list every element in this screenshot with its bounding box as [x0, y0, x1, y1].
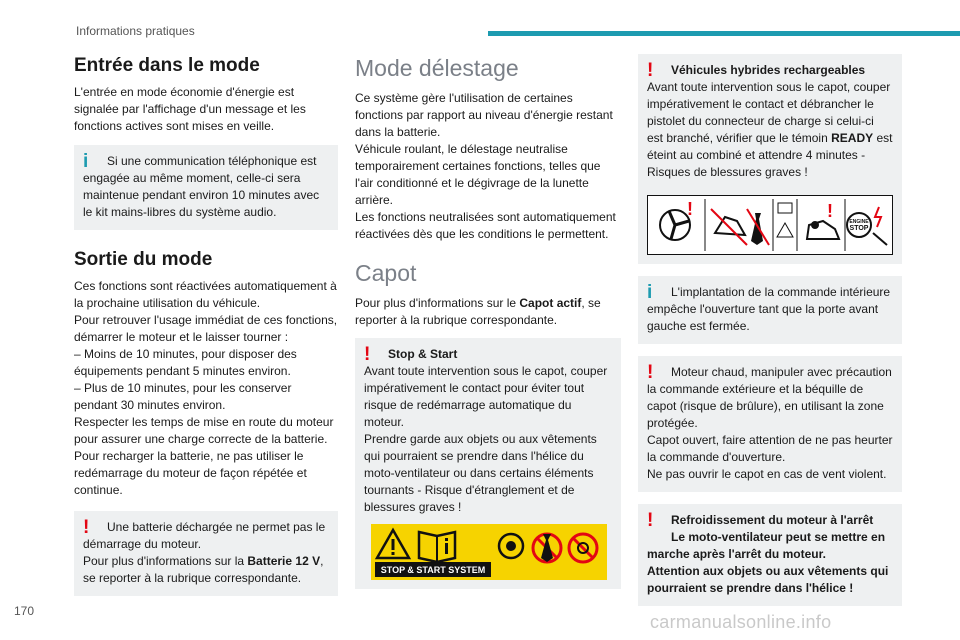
warning-title: Véhicules hybrides rechargeables [671, 63, 866, 77]
warning-icon: ! [647, 60, 654, 81]
info-box-commande [638, 276, 902, 344]
paragraph-sortie: Ces fonctions sont réactivées automatiquement à la prochaine utilisation du véhicule. Pour retrouver l'usage immédiat de ces fonctions, démarrer le moteur et le laisser tourner : – Moins de 10 minutes, pour disposer des équipements pendant 5 minutes environ. – Plus de 10 minutes, pour les conserver pendant 30 minutes environ. Respecter les temps de mise en route du moteur pour assurer une charge correcte de la batterie. Pour recharger la batterie, ne pas utiliser le redémarrage du moteur de façon répétée et continue. [74, 279, 338, 497]
warning-title: Refroidissement du moteur à l'arrêt [671, 513, 874, 527]
info-text: Si une communication téléphonique est engagée au même moment, celle-ci sera maintenue pendant environ 10 minutes avec le kit mains-libres du système audio. [83, 154, 320, 219]
svg-text:STOP: STOP [849, 225, 869, 232]
paragraph-entree: L'entrée en mode économie d'énergie est signalée par l'affichage d'un message et les fonctions actives sont mises en veille. [74, 85, 306, 133]
warning-icon: ! [647, 510, 654, 531]
paragraph-delestage: Ce système gère l'utilisation de certaines fonctions par rapport au niveau d'énergie restant dans la batterie. Véhicule roulant, le délestage neutralise temporairement certaines fonctions, telles que l'air conditionné et le dégivrage de la lunette arrière. Les fonctions neutralisées sont automatiquement réactivées dès que les conditions le permettent. [355, 91, 616, 241]
info-box-telephone [74, 145, 338, 230]
column-3 [638, 54, 902, 616]
warning-text: Avant toute intervention sous le capot, couper impérativement le contact et débrancher le pistolet du connecteur de charge si celui-ci est branché, vérifier que le témoin READY est éteint au combiné et attendre 4 minutes - Risques de blessures graves ! [647, 80, 893, 179]
warning-title: Stop & Start [388, 347, 458, 361]
warning-box-stop-start [355, 338, 621, 589]
svg-text:ENGINE: ENGINE [849, 219, 869, 225]
paragraph-capot: Pour plus d'informations sur le Capot actif, se reporter à la rubrique correspondante. [355, 296, 601, 327]
page-number: 170 [14, 604, 35, 618]
stop-start-label-image [371, 524, 607, 580]
header-accent-bar [488, 31, 960, 36]
warning-icon: ! [647, 362, 654, 383]
hybrid-warning-label-image [647, 195, 893, 255]
column-2 [355, 54, 621, 599]
column-1 [74, 54, 338, 606]
warning-text: Avant toute intervention sous le capot, couper impérativement le contact pour éviter tout risque de redémarrage automatique du moteur. Prendre garde aux objets ou aux vêtements qui pourraient se prendre dans l'hélice du moto-ventilateur ou dans certains éléments tournants - Risque d'étranglement et de blessures graves ! [364, 364, 608, 514]
exclamation-mark: ! [687, 199, 693, 219]
info-icon: i [83, 151, 89, 172]
warning-icon: ! [83, 517, 90, 538]
section-title-delestage: Mode délestage [355, 55, 519, 81]
warning-box-moteur-chaud [638, 356, 902, 492]
section-title-sortie: Sortie du mode [74, 249, 213, 270]
warning-text: Une batterie déchargée ne permet pas le démarrage du moteur. Pour plus d'informations sur la Batterie 12 V, se reporter à la rubrique correspondante. [83, 520, 326, 585]
watermark: carmanualsonline.info [650, 612, 832, 632]
section-title-capot: Capot [355, 260, 417, 286]
warning-text: Moteur chaud, manipuler avec précaution la commande extérieure et la béquille de capot (risque de brûlure), en utilisant la zone protégée. Capot ouvert, faire attention de ne pas heurter la commande d'ouverture. Ne pas ouvrir le capot en cas de vent violent. [647, 365, 893, 481]
exclamation-mark: ! [827, 201, 833, 221]
warning-box-refroidissement [638, 504, 902, 606]
info-icon: i [647, 282, 653, 303]
header-title: Informations pratiques [76, 24, 195, 38]
info-text: L'implantation de la commande intérieure empêche l'ouverture tant que la porte avant gauche est fermée. [647, 285, 891, 333]
section-title-entree: Entrée dans le mode [74, 55, 260, 76]
warning-box-hybride [638, 54, 902, 264]
warning-box-batterie [74, 511, 338, 596]
warning-text: Le moto-ventilateur peut se mettre en marche après l'arrêt du moteur. Attention aux objets ou aux vêtements qui pourraient se prendre dans l'hélice ! [647, 530, 889, 595]
warning-icon: ! [364, 344, 371, 365]
label-text: STOP & START SYSTEM [380, 565, 486, 575]
